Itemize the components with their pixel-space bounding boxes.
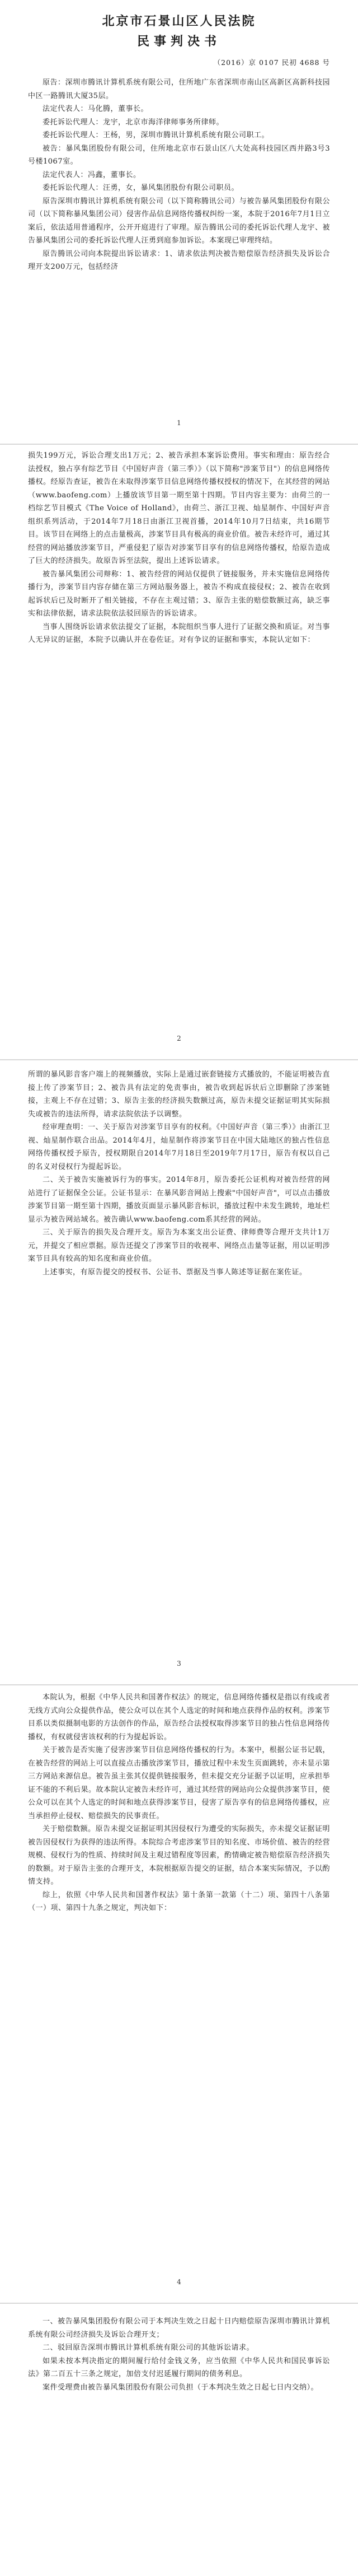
plaintiff-line: 原告：深圳市腾讯计算机系统有限公司，住所地广东省深圳市南山区高新区高新科技园中区一路腾讯大厦35层。 xyxy=(28,78,330,100)
body-paragraph: 损失199万元，诉讼合理支出1万元；2、被告承担本案诉讼费用。事实和理由：原告经合法授权，独占享有综艺节目《中国好声音（第三季）》（以下简称"涉案节目"）的信息网络传播权。经原告查证，被告在未取得涉案节目信息网络传播权授权的情况下，在其经营的网站（www.baofeng.com）上播放该节目第一期至第十四期。节目内容主要为：由荷兰的一档综艺节目模式《The Voice of Holland》，由荷兰、浙江卫视、灿星制作、中国好声音组织系列活动，于2014年7月18日由浙江卫视首播，2014年10月7日结束，共16期节目。该节目在网络上的点击量极高，涉案节目具有极高的商业价值。被告未经许可，通过其经营的网站播放涉案节目，严重侵犯了原告对涉案节目享有的信息网络传播权，给原告造成了巨大的经济损失。故原告诉至法院，提出上述诉讼请求。 xyxy=(28,451,331,565)
case-number: （2016）京 0107 民初 4688 号 xyxy=(213,58,330,67)
body-paragraph: 综上，依照《中华人民共和国著作权法》第十条第一款第（十二）项、第四十八条第（一）项、第四十九条之规定，判决如下： xyxy=(28,1890,330,1912)
body-paragraph: 经审理查明：一、关于原告对涉案节目享有的权利。《中国好声音（第三季）》由浙江卫视、灿星制作联合出品。2014年4月，灿星制作将涉案节目在中国大陆地区的独占性信息网络传播权授予原告，授权期限自2014年7月18日至2019年7月17日，原告有权以自己的名义对侵权行为提起诉讼。 xyxy=(28,1123,330,1171)
body-paragraph: 本院认为，根据《中华人民共和国著作权法》的规定，信息网络传播权是指以有线或者无线方式向公众提供作品，使公众可以在其个人选定的时间和地点获得作品的权利。涉案节目系以类似摄制电影的方法创作的作品，原告经合法授权取得涉案节目的独占性信息网络传播权，有权就侵害该权利的行为提起诉讼。 xyxy=(28,1693,331,1741)
plaintiff-legal-rep: 法定代表人：马化腾，董事长。 xyxy=(43,105,149,113)
page-number: 1 xyxy=(177,419,181,427)
body-paragraph: 三、关于原告的损失及合理开支。原告为本案支出公证费、律师费等合理开支共计1万元，并提交了相应票据。原告还提交了涉案节目的收视率、网络点击量等证据，用以证明涉案节目具有较高的知名度和商业价值。 xyxy=(28,1228,331,1263)
body-paragraph: 二、关于被告实施被诉行为的事实。2014年8月，原告委托公证机构对被告经营的网站进行了证据保全公证。公证书显示：在暴风影音网站上搜索"中国好声音"，可以点击播放涉案节目第一期至第十四期，播放页面显示暴风影音标识，播放过程中未发生跳转，地址栏显示为被告网站域名。被告确认www.baofeng.com系其经营的网站。 xyxy=(28,1176,331,1224)
document-page-2 xyxy=(0,445,358,1059)
claims-paragraph: 原告腾讯公司向本院提出诉讼请求：1、请求依法判决被告赔偿原告经济损失及诉讼合理开支200万元，包括经济 xyxy=(28,249,330,271)
body-paragraph: 所谓的暴风影音客户端上的视频播放，实际上是通过嵌套链接方式播放的，不能证明被告直接上传了涉案节目；2、被告具有法定的免责事由，被告收到起诉状后立即删除了涉案链接，主观上不存在过错；3、原告主张的经济损失数额过高，原告未提交证据证明其实际损失或被告的违法所得，请求法院依法予以调整。 xyxy=(28,1070,331,1119)
document-page-4 xyxy=(0,1685,358,2303)
page-number: 4 xyxy=(177,2278,181,2286)
body-paragraph: 上述事实，有原告提交的授权书、公证书、票据及当事人陈述等证据在案佐证。 xyxy=(43,1268,307,1277)
defendant-line: 被告：暴风集团股份有限公司，住所地北京市石景山区八大处高科技园区西井路3号3号楼1067室。 xyxy=(28,144,330,166)
document-page-5 xyxy=(0,2304,358,2576)
body-paragraph: 当事人围绕诉讼请求依法提交了证据，本院组织当事人进行了证据交换和质证。对当事人无异议的证据，本院予以确认并在卷佐证。对有争议的证据和事实，本院认定如下： xyxy=(28,622,330,644)
page-number: 3 xyxy=(177,1660,181,1667)
body-paragraph: 关于被告是否实施了侵害涉案节目信息网络传播权的行为。本案中，根据公证书记载，在被告经营的网站上可以直接点击播放涉案节目，播放过程中未发生页面跳转，亦未显示第三方网站来源信息。被告虽主张其仅提供链接服务，但未提交充分证据予以证明，应承担举证不能的不利后果。故本院认定被告未经许可，通过其经营的网站向公众提供涉案节目，使公众可以在其个人选定的时间和地点获得涉案节目，侵害了原告享有的信息网络传播权，应当承担停止侵权、赔偿损失的民事责任。 xyxy=(28,1746,331,1820)
court-name: 北京市石景山区人民法院 xyxy=(102,14,256,29)
defendant-legal-rep: 法定代表人：冯鑫，董事长。 xyxy=(43,170,141,179)
plaintiff-agent-1: 委托诉讼代理人：龙宇，北京市海洋律师事务所律师。 xyxy=(43,118,224,127)
defendant-agent: 委托诉讼代理人：汪勇，女，暴风集团股份有限公司职员。 xyxy=(43,184,239,192)
plaintiff-agent-2: 委托诉讼代理人：王杨，男，深圳市腾讯计算机系统有限公司职工。 xyxy=(43,131,270,139)
document-title: 民事判决书 xyxy=(136,34,221,49)
page-number: 2 xyxy=(177,1035,181,1042)
case-intro-paragraph: 原告深圳市腾讯计算机系统有限公司（以下简称腾讯公司）与被告暴风集团股份有限公司（以下简称暴风集团公司）侵害作品信息网络传播权纠纷一案，本院于2016年7月1日立案后，依法适用普通程序，公开开庭进行了审理。原告腾讯公司的委托诉讼代理人龙宇、被告暴风集团公司的委托诉讼代理人汪勇到庭参加诉讼。本案现已审理终结。 xyxy=(28,197,331,245)
body-paragraph: 如果未按本判决指定的期间履行给付金钱义务，应当依照《中华人民共和国民事诉讼法》第二百五十三条之规定，加倍支付迟延履行期间的债务利息。 xyxy=(28,2356,330,2378)
body-paragraph: 关于赔偿数额。原告未提交证据证明其因侵权行为遭受的实际损失，亦未提交证据证明被告因侵权行为获得的违法所得。本院综合考虑涉案节目的知名度、市场价值、被告的经营规模、侵权行为的性质、持续时间及主观过错程度等因素，酌情确定被告赔偿原告经济损失的数额。对于原告主张的合理开支，本院根据原告提交的证据，结合本案实际情况，予以酌情支持。 xyxy=(28,1825,331,1886)
document-page-3 xyxy=(0,1060,358,1684)
document-page-1 xyxy=(0,0,358,444)
judgment-item: 二、驳回原告深圳市腾讯计算机系统有限公司的其他诉讼请求。 xyxy=(43,2344,255,2352)
judgment-item: 一、被告暴风集团股份有限公司于本判决生效之日起十日内赔偿原告深圳市腾讯计算机系统有限公司经济损失及诉讼合理开支； xyxy=(28,2317,330,2339)
body-paragraph: 被告暴风集团公司辩称：1、被告经营的网站仅提供了链接服务，并未实施信息网络传播行为，涉案节目内容存储在第三方网站服务器上，被告不构成直接侵权；2、被告在收到起诉状后已及时断开了相关链接，不存在主观过错；3、原告主张的赔偿数额过高，缺乏事实和法律依据，请求法院依法驳回原告的诉讼请求。 xyxy=(28,570,330,618)
body-paragraph: 案件受理费由被告暴风集团股份有限公司负担（于本判决生效之日起七日内交纳）。 xyxy=(43,2383,319,2392)
